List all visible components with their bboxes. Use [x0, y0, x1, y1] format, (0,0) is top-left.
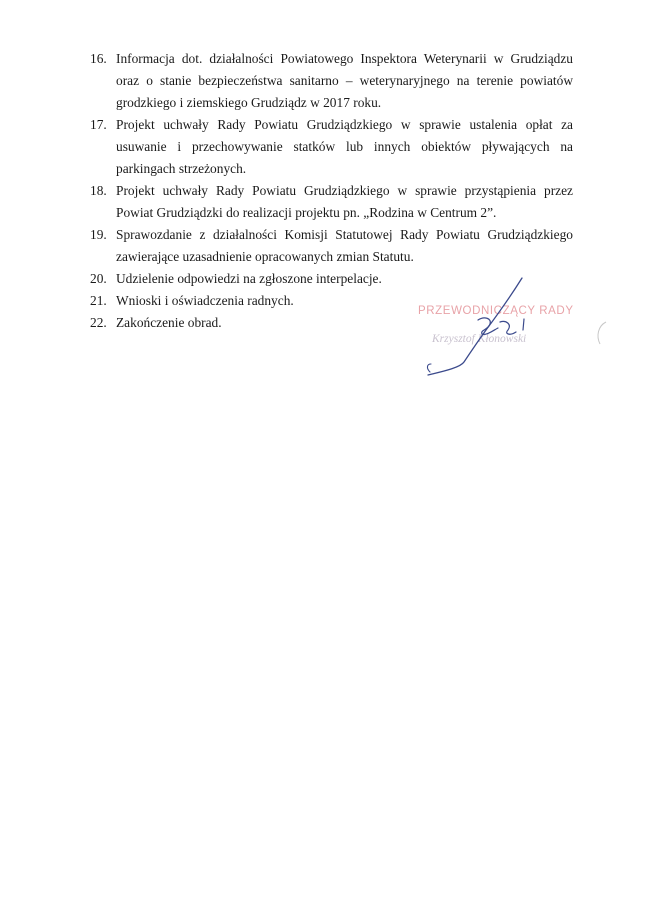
agenda-item-text: Wnioski i oświadczenia radnych. [116, 293, 294, 308]
agenda-item-text: Projekt uchwały Rady Powiatu Grudziądzkiego w sprawie przystąpienia przez Powiat Grudziądzki do realizacji projektu pn. „Rodzina w Centrum 2”. [116, 183, 573, 220]
scan-edge-mark [590, 318, 610, 348]
agenda-item-text: Projekt uchwały Rady Powiatu Grudziądzkiego w sprawie ustalenia opłat za usuwanie i przechowywanie statków lub innych obiektów pływających na parkingach strzeżonych. [116, 117, 573, 176]
stamp-name: Krzysztof Kłonowski [432, 333, 527, 345]
agenda-item-text: Informacja dot. działalności Powiatowego Inspektora Weterynarii w Grudziądzu oraz o stanie bezpieczeństwa sanitarno – weterynaryjnego na terenie powiatów grodzkiego i ziemskiego Grudziądz w 2017 roku. [116, 51, 573, 110]
agenda-item-number: 22. [90, 315, 107, 330]
agenda-item [90, 48, 573, 114]
agenda-item-number: 20. [90, 271, 107, 286]
signature-stroke-loop [478, 318, 498, 334]
agenda-item-number: 18. [90, 183, 107, 198]
handwritten-signature [400, 272, 580, 382]
agenda-item-number: 16. [90, 51, 107, 66]
agenda-item-number: 17. [90, 117, 107, 132]
signature-stroke-curl [500, 321, 516, 334]
agenda-item-number: 19. [90, 227, 107, 242]
agenda-item-text: Udzielenie odpowiedzi na zgłoszone interpelacje. [116, 271, 382, 286]
signature-stroke-tick [523, 319, 524, 330]
signature-stroke-hook [427, 364, 431, 372]
agenda-item [90, 224, 573, 268]
agenda-item [90, 180, 573, 224]
stamp-title: PRZEWODNICZĄCY RADY [418, 305, 574, 317]
agenda-item-number: 21. [90, 293, 107, 308]
agenda-item-text: Zakończenie obrad. [116, 315, 222, 330]
agenda-item-text: Sprawozdanie z działalności Komisji Statutowej Rady Powiatu Grudziądzkiego zawierające uzasadnienie opracowanych zmian Statutu. [116, 227, 573, 264]
signature-stroke-main [428, 278, 522, 375]
agenda-item [90, 114, 573, 180]
